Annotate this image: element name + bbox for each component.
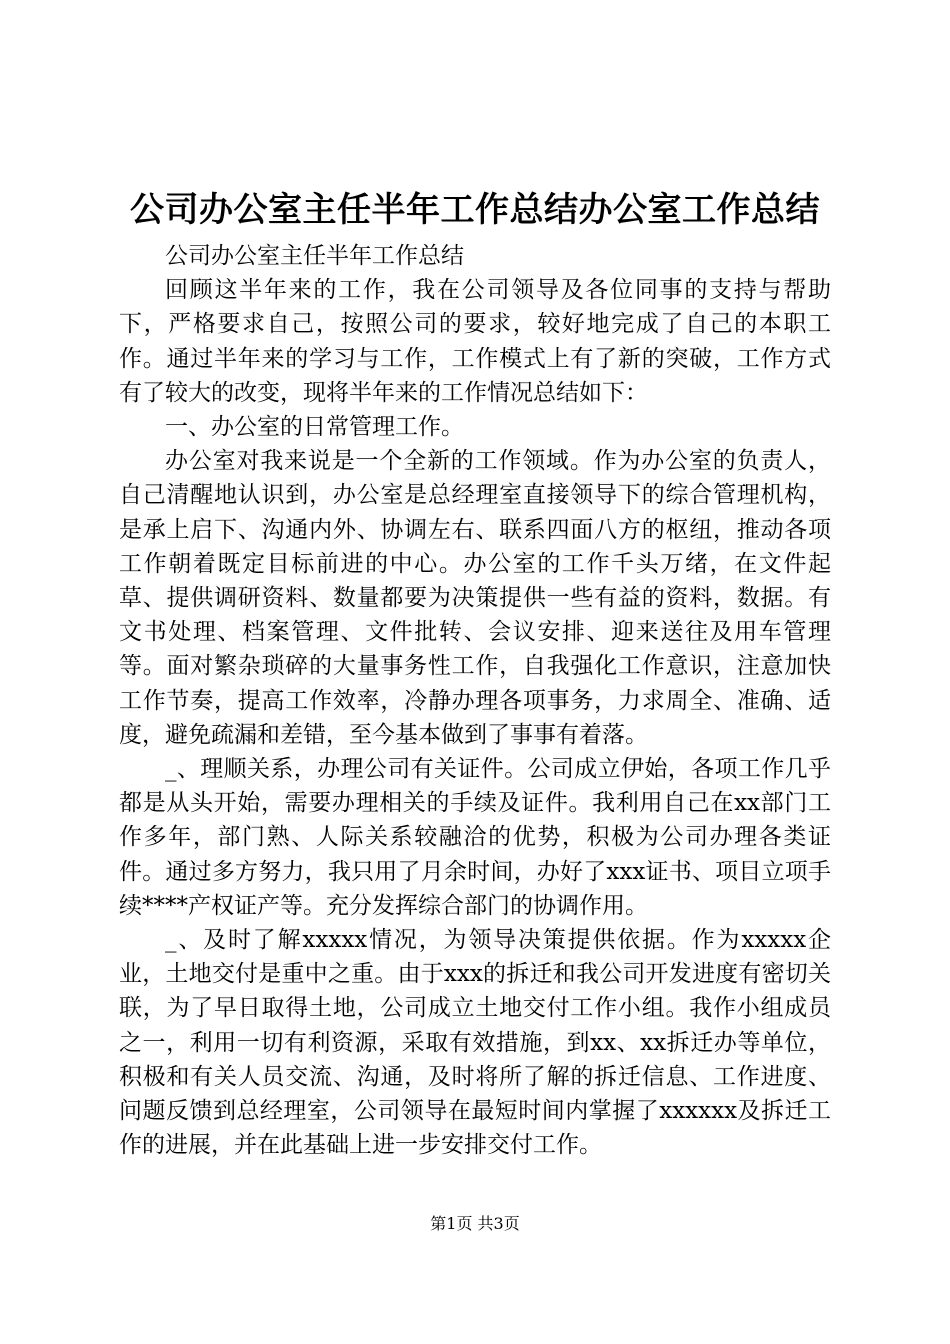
page-footer: 第1页 共3页	[430, 1214, 520, 1233]
document-body	[119, 239, 831, 1162]
body-paragraph: _、及时了解xxxxx情况，为领导决策提供依据。作为xxxxx企业，土地交付是重中之重。由于xxx的拆迁和我公司开发进度有密切关联，为了早日取得土地，公司成立土地交付工作小组。我作小组成员之一，利用一切有利资源，采取有效措施，到xx、xx拆迁办等单位，积极和有关人员交流、沟通，及时将所了解的拆迁信息、工作进度、问题反馈到总经理室，公司领导在最短时间内掌握了xxxxxx及拆迁工作的进展，并在此基础上进一步安排交付工作。	[119, 927, 831, 1159]
section-heading: 一、办公室的日常管理工作。	[165, 414, 464, 441]
body-paragraph: _、理顺关系，办理公司有关证件。公司成立伊始，各项工作几乎都是从头开始，需要办理相关的手续及证件。我利用自己在xx部门工作多年，部门熟、人际关系较融洽的优势，积极为公司办理各类证件。通过多方努力，我只用了月余时间，办好了xxx证书、项目立项手续****产权证产等。充分发挥综合部门的协调作用。	[119, 756, 831, 919]
body-paragraph: 回顾这半年来的工作，我在公司领导及各位同事的支持与帮助下，严格要求自己，按照公司的要求，较好地完成了自己的本职工作。通过半年来的学习与工作，工作模式上有了新的突破，工作方式有了较大的改变，现将半年来的工作情况总结如下：	[119, 277, 831, 406]
document-title: 公司办公室主任半年工作总结办公室工作总结	[130, 190, 820, 230]
subtitle-paragraph: 公司办公室主任半年工作总结	[165, 243, 464, 269]
body-paragraph: 办公室对我来说是一个全新的工作领域。作为办公室的负责人，自己清醒地认识到，办公室是总经理室直接领导下的综合管理机构，是承上启下、沟通内外、协调左右、联系四面八方的枢纽，推动各项工作朝着既定目标前进的中心。办公室的工作千头万绪，在文件起草、提供调研资料、数量都要为决策提供一些有益的资料，数据。有文书处理、档案管理、文件批转、会议安排、迎来送往及用车管理等。面对繁杂琐碎的大量事务性工作，自我强化工作意识，注意加快工作节奏，提高工作效率，冷静办理各项事务，力求周全、准确、适度，避免疏漏和差错，至今基本做到了事事有着落。	[119, 448, 831, 748]
